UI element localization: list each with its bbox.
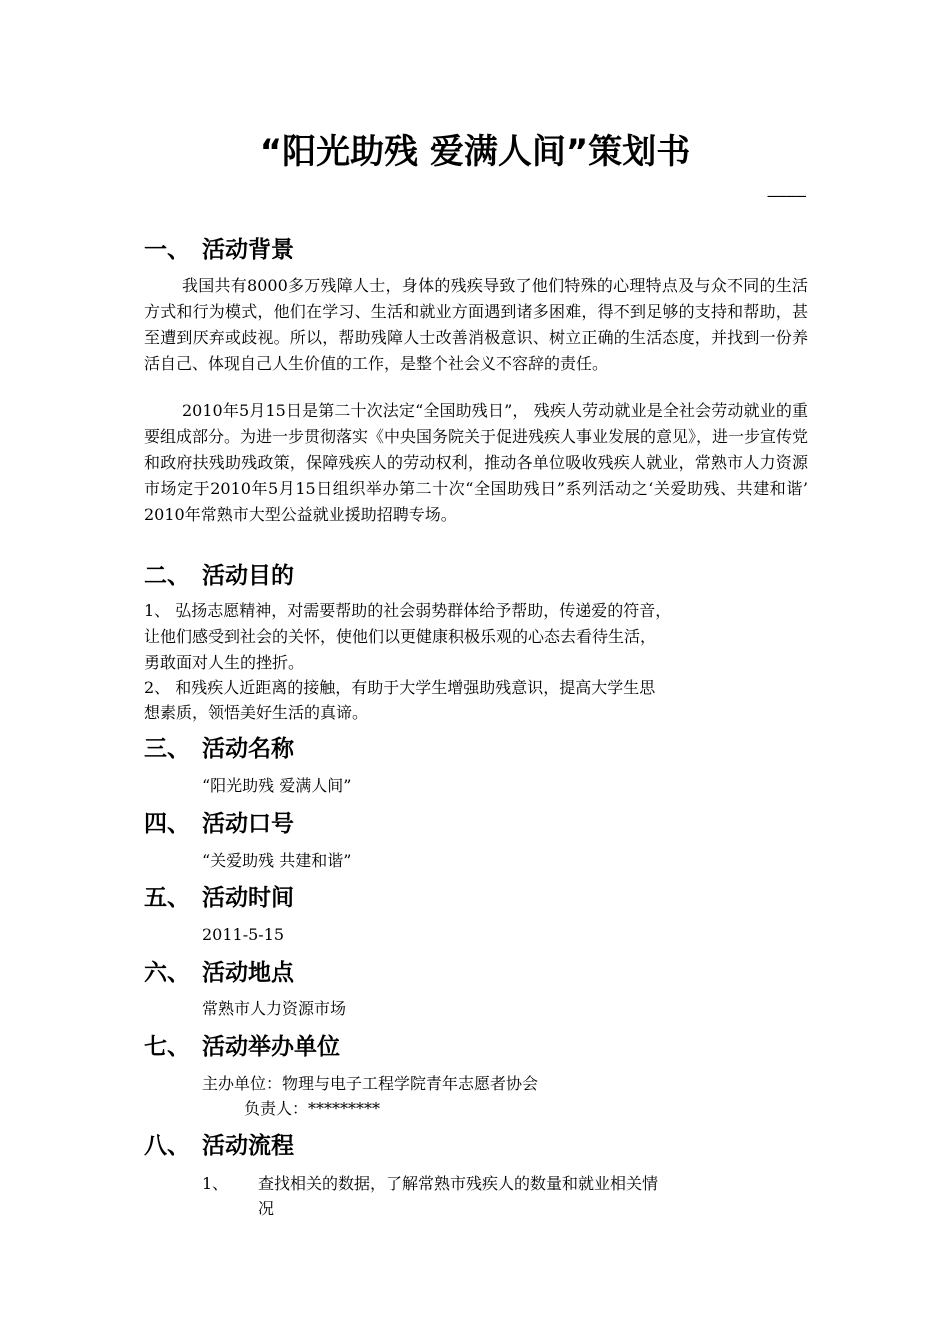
process-item-number: 1、 — [202, 1174, 229, 1193]
section-heading-location — [144, 957, 294, 989]
section-number: 八、 — [144, 1133, 190, 1159]
section-heading-name — [144, 733, 294, 765]
purpose-line: 勇敢面对人生的挫折。 — [144, 653, 305, 672]
background-paragraph-1: 我国共有8000多万残障人士，身体的残疾导致了他们特殊的心理特点及与众不同的生活方式和行为模式，他们在学习、生活和就业方面遇到诸多困难，得不到足够的支持和帮助，甚至遭到厌弃或歧视。所以，帮助残障人士改善消极意识、树立正确的生活态度，并找到一份养活自己、体现自己人生价值的工作，是整个社会义不容辞的责任。 — [144, 276, 808, 373]
subtitle-dashes: ———— — [767, 186, 806, 205]
document-title: “阳光助残 爱满人间”策划书 — [259, 132, 691, 172]
section-label: 活动流程 — [202, 1133, 294, 1159]
process-item-text-cont: 况 — [258, 1199, 275, 1218]
activity-slogan: “关爱助残 共建和谐” — [202, 851, 352, 870]
purpose-line: 想素质，领悟美好生活的真谛。 — [144, 703, 369, 722]
section-number: 六、 — [144, 960, 190, 986]
section-heading-organizer — [144, 1031, 340, 1063]
background-paragraph-2: 2010年5月15日是第二十次法定“全国助残日”， 残疾人劳动就业是全社会劳动就业的重要组成部分。为进一步贯彻落实《中央国务院关于促进残疾人事业发展的意见》，进一步宣传党和政府扶残助残政策，保障残疾人的劳动权利，推动各单位吸收残疾人就业，常熟市人力资源市场定于2010年5月15日组织举办第二十次“全国助残日”系列活动之‘关爱助残、共建和谐’ 2010年常熟市大型公益就业援助招聘专场。 — [144, 401, 809, 524]
section-number: 七、 — [144, 1034, 190, 1060]
section-label: 活动名称 — [202, 736, 294, 762]
section-label: 活动地点 — [202, 960, 294, 986]
section-heading-slogan — [144, 808, 294, 840]
section-label: 活动背景 — [202, 237, 294, 263]
section-label: 活动时间 — [202, 885, 294, 911]
purpose-line: 让他们感受到社会的关怀，使他们以更健康积极乐观的心态去看待生活， — [144, 627, 657, 646]
section-heading-process — [144, 1130, 294, 1162]
section-label: 活动举办单位 — [202, 1034, 340, 1060]
section-heading-purpose — [144, 560, 294, 592]
section-heading-background — [144, 234, 294, 266]
section-heading-time — [144, 882, 294, 914]
section-label: 活动口号 — [202, 811, 294, 837]
section-label: 活动目的 — [202, 563, 294, 589]
activity-time: 2011-5-15 — [202, 925, 285, 944]
section-number: 四、 — [144, 811, 190, 837]
organizer-host: 主办单位：物理与电子工程学院青年志愿者协会 — [202, 1074, 539, 1093]
purpose-line: 1、 弘扬志愿精神，对需要帮助的社会弱势群体给予帮助，传递爱的符音， — [144, 601, 672, 620]
organizer-person: 负责人：********* — [244, 1099, 381, 1118]
process-item-text: 查找相关的数据，了解常熟市残疾人的数量和就业相关情 — [258, 1174, 659, 1193]
section-number: 五、 — [144, 885, 190, 911]
section-number: 一、 — [144, 237, 190, 263]
section-number: 二、 — [144, 563, 190, 589]
section-number: 三、 — [144, 736, 190, 762]
activity-name: “阳光助残 爱满人间” — [202, 776, 352, 795]
activity-location: 常熟市人力资源市场 — [202, 999, 347, 1018]
purpose-line: 2、 和残疾人近距离的接触，有助于大学生增强助残意识，提高大学生思 — [144, 678, 656, 697]
